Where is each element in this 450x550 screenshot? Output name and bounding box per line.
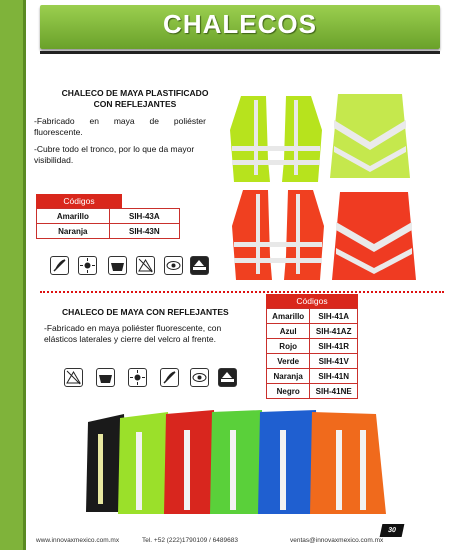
eye-icon-2 xyxy=(190,368,209,387)
footer-phone: Tel. +52 (222)1790109 / 6489683 xyxy=(142,537,238,544)
table-row: Verde SIH-41V xyxy=(267,354,358,369)
product1-codes-table xyxy=(36,208,180,239)
vest-orange-front-photo xyxy=(228,186,328,284)
product2-codes-header: Códigos xyxy=(266,294,358,308)
feather-icon xyxy=(50,256,69,275)
section-divider xyxy=(40,291,444,293)
footer-email: ventas@innovaxmexico.com.mx xyxy=(290,537,384,544)
vest-yellow-front-photo xyxy=(226,90,326,186)
footer-web: www.innovaxmexico.com.mx xyxy=(36,537,120,544)
sun-icon-2 xyxy=(128,368,147,387)
feather-icon-2 xyxy=(160,368,179,387)
product2-desc: -Fabricado en maya poliéster fluorescente, con elásticos laterales y cierre del velcro al frente. xyxy=(44,323,222,344)
wash-tub-icon xyxy=(108,256,127,275)
table-row: Rojo SIH-41R xyxy=(267,339,358,354)
page-header xyxy=(40,5,440,49)
page-number: 30 xyxy=(380,524,405,537)
table-row: Naranja SIH-41N xyxy=(267,369,358,384)
product1-codes-header: Códigos xyxy=(36,194,122,208)
eye-icon xyxy=(164,256,183,275)
vest-yellow-back-photo xyxy=(328,90,412,182)
table-row: Amarillo SIH-41A xyxy=(267,309,358,324)
table-row: Negro SIH-41NE xyxy=(267,384,358,399)
product1-desc2: -Cubre todo el tronco, por lo que da mayor visibilidad. xyxy=(34,144,195,165)
header-underline xyxy=(40,51,440,54)
no-bleach-icon-2 xyxy=(64,368,83,387)
sun-icon xyxy=(78,256,97,275)
product1-desc1: -Fabricado en maya de poliéster fluorescente. xyxy=(34,116,206,137)
hecho-en-mexico-icon-2 xyxy=(218,368,237,387)
no-bleach-icon xyxy=(136,256,155,275)
product2-title: CHALECO DE MAYA CON REFLEJANTES xyxy=(62,307,229,317)
vests-group-photo xyxy=(84,404,404,516)
vest-orange-back-photo xyxy=(330,188,418,284)
product2-codes-table xyxy=(266,308,358,399)
page-title: CHALECOS xyxy=(163,9,317,39)
table-row: Naranja SIH-43N xyxy=(37,224,180,239)
product1-title: CHALECO DE MAYA PLASTIFICADO CON REFLEJANTES xyxy=(61,88,209,109)
hecho-en-mexico-icon xyxy=(190,256,209,275)
left-green-bar xyxy=(0,0,26,550)
wash-tub-icon-2 xyxy=(96,368,115,387)
table-row: Amarillo SIH-43A xyxy=(37,209,180,224)
table-row: Azul SIH-41AZ xyxy=(267,324,358,339)
